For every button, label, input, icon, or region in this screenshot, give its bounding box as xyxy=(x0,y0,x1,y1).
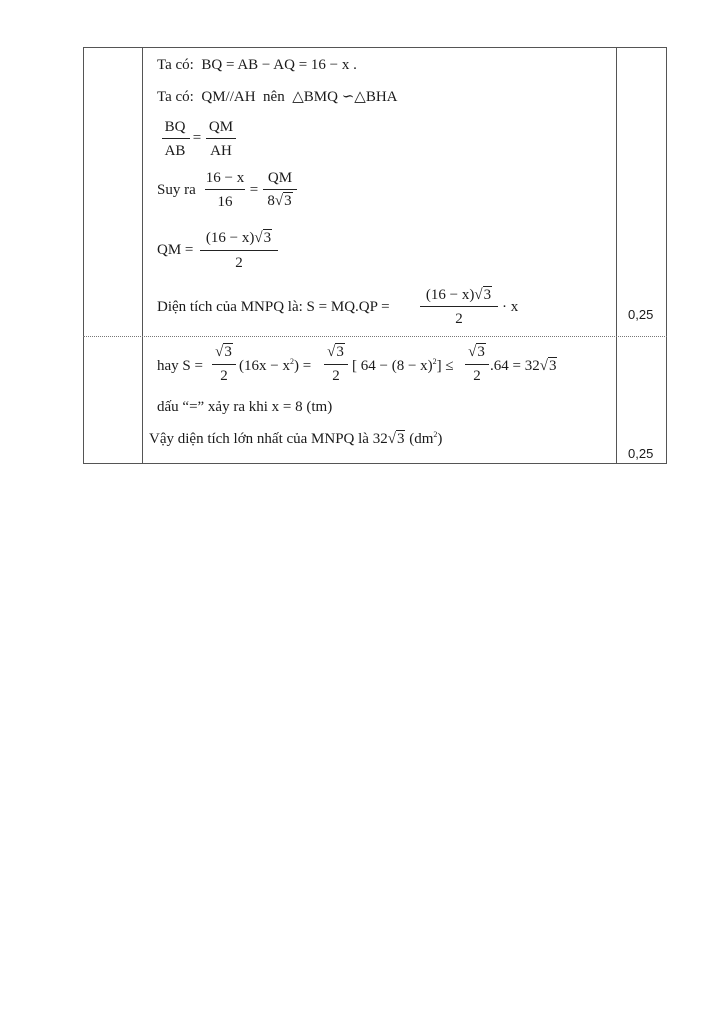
table-border-bottom xyxy=(83,463,667,464)
frac-sqrt3: √3 xyxy=(468,344,485,360)
table-border-left xyxy=(83,47,84,464)
frac-denominator: 2 xyxy=(235,255,243,271)
sqrt-icon: √ xyxy=(387,431,396,447)
triangle-icon: △ xyxy=(354,89,366,105)
frac-denominator: 2 xyxy=(455,311,463,327)
area-label: Diện tích của MNPQ là: S = MQ.QP = xyxy=(157,299,390,315)
hay-s-label: hay S = xyxy=(157,358,203,374)
sqrt-icon: √ xyxy=(539,358,548,374)
frac-sqrt3: √3 xyxy=(215,344,232,360)
fraction-bar xyxy=(162,138,190,139)
row-divider xyxy=(83,336,667,337)
conclusion: Vậy diện tích lớn nhất của MNPQ là 32√3 $(dm^2)$ xyxy=(149,430,443,447)
table-border-top xyxy=(83,47,667,48)
fraction-bar xyxy=(206,138,236,139)
expr-part1: $(16x - x^2)$ = xyxy=(239,357,312,374)
suy-ra-label: Suy ra xyxy=(157,182,196,198)
score-row1: 0,25 xyxy=(628,307,654,322)
similar-symbol: ∽ xyxy=(341,89,355,105)
frac-ah: AH xyxy=(210,143,232,159)
frac-2: 2 xyxy=(332,368,340,384)
frac-numerator: (16 − x)√3 xyxy=(205,230,272,246)
frac-ab: AB xyxy=(164,143,186,159)
triangle-bmq: BMQ xyxy=(303,89,338,105)
equals-sign: = xyxy=(249,182,259,198)
fraction-bar xyxy=(205,189,245,190)
equals-sign: = xyxy=(192,130,202,146)
triangle-bha: BHA xyxy=(365,89,398,105)
fraction-bar xyxy=(465,364,489,365)
frac-qm: QM xyxy=(267,170,293,186)
frac-8-sqrt3: 8√3 xyxy=(267,193,292,209)
frac-16-minus-x: 16 − x xyxy=(205,170,245,186)
table-border-right xyxy=(666,47,667,464)
table-column-divider-1 xyxy=(142,47,143,464)
triangle-icon: △ xyxy=(292,89,304,105)
sqrt-icon: √ xyxy=(468,344,477,360)
frac-sqrt3: √3 xyxy=(327,344,344,360)
fraction-bar xyxy=(324,364,348,365)
sqrt-icon: √ xyxy=(215,344,224,360)
table-column-divider-2 xyxy=(616,47,617,464)
parallel-statement: QM//AH xyxy=(201,89,256,105)
expr-tail: .64 = 32√3 xyxy=(490,358,557,374)
bq-equation: BQ = AB − AQ = 16 − x . xyxy=(201,57,357,73)
ta-co-label: Ta có: xyxy=(157,57,194,73)
frac-2: 2 xyxy=(473,368,481,384)
frac-qm: QM xyxy=(208,119,234,135)
qm-lhs: QM = xyxy=(157,242,194,258)
fraction-bar xyxy=(212,364,236,365)
expr-part2: [ $64 - (8 - x)^2$] ≤ xyxy=(352,357,454,374)
row1-line1 xyxy=(157,56,357,74)
sqrt-icon: √ xyxy=(254,230,263,246)
score-row2: 0,25 xyxy=(628,446,654,461)
frac-numerator: (16 − x)√3 xyxy=(425,287,492,303)
row1-line2 xyxy=(157,88,397,106)
fraction-bar xyxy=(200,250,278,251)
frac-16: 16 xyxy=(217,194,233,210)
fraction-bar xyxy=(420,306,498,307)
sqrt-icon: √ xyxy=(274,193,284,209)
fraction-bar xyxy=(263,189,297,190)
sqrt-icon: √ xyxy=(327,344,336,360)
sqrt-icon: √ xyxy=(474,287,483,303)
frac-bq: BQ xyxy=(164,119,186,135)
equality-condition: dấu “=” xảy ra khi x = 8 (tm) xyxy=(157,399,333,415)
ta-co-label-2: Ta có: xyxy=(157,89,194,105)
nen-word: nên xyxy=(263,89,285,105)
frac-2: 2 xyxy=(220,368,228,384)
times-x: · x xyxy=(502,299,519,315)
